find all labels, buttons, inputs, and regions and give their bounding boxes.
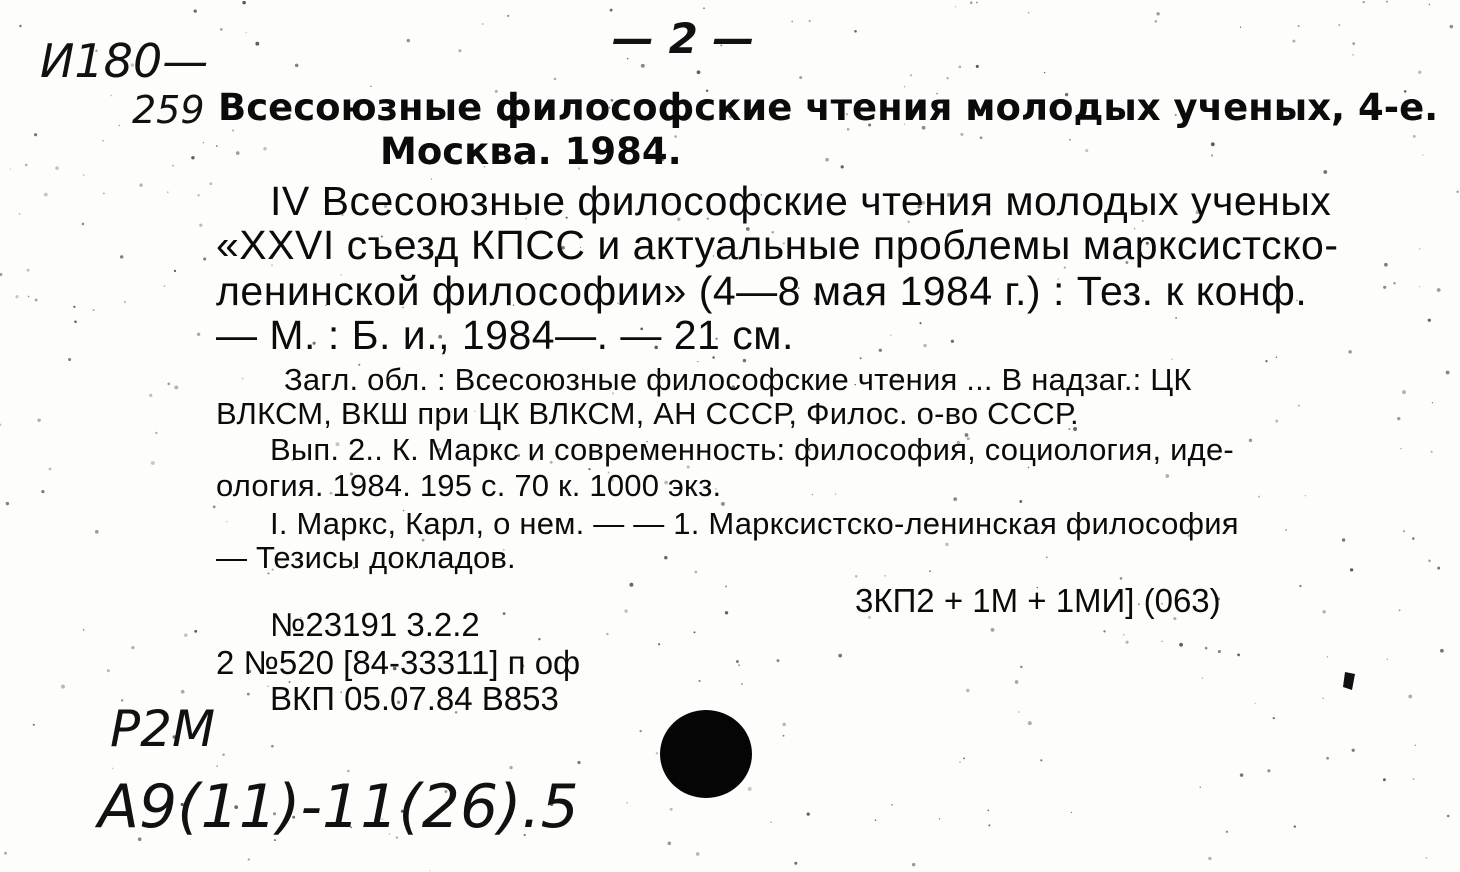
footer-line: №23191 3.2.2: [270, 606, 480, 643]
speckle: [1044, 72, 1045, 73]
speckle: [1020, 666, 1023, 669]
speckle: [1292, 40, 1295, 43]
speckle: [929, 570, 931, 572]
speckle: [1428, 319, 1431, 322]
speckle: [83, 174, 85, 176]
speckle: [1040, 759, 1042, 761]
speckle: [0, 424, 1, 426]
speckle: [667, 841, 671, 845]
speckle: [216, 765, 218, 767]
speckle: [1426, 857, 1428, 859]
note-line: ология. 1984. 195 с. 70 к. 1000 экз.: [216, 468, 722, 503]
speckle: [1299, 585, 1301, 587]
speckle: [174, 385, 178, 389]
speckle: [1450, 25, 1453, 28]
speckle: [112, 768, 113, 769]
speckle: [953, 497, 957, 501]
speckle: [577, 761, 580, 764]
speckle: [626, 802, 628, 804]
speckle: [791, 21, 793, 23]
speckle: [736, 660, 739, 663]
speckle: [891, 804, 893, 806]
speckle: [1258, 496, 1260, 498]
speckle: [1447, 815, 1450, 818]
speckle: [27, 269, 30, 272]
speckle: [1327, 656, 1329, 658]
speckle: [1179, 643, 1183, 647]
speckle: [1175, 317, 1177, 319]
speckle: [776, 659, 779, 662]
speckle: [1384, 263, 1388, 267]
punch-hole: [656, 706, 756, 802]
speckle: [110, 95, 112, 97]
speckle: [507, 15, 509, 17]
speckle: [4, 852, 7, 855]
speckle: [155, 432, 157, 434]
speckle: [1276, 356, 1278, 358]
speckle: [226, 521, 228, 523]
speckle: [25, 164, 28, 167]
speckle: [120, 255, 123, 258]
speckle: [191, 156, 194, 159]
speckle: [107, 669, 110, 672]
speckle: [118, 125, 120, 127]
speckle: [1348, 350, 1352, 354]
speckle: [783, 735, 785, 737]
speckle: [1298, 404, 1300, 406]
speckle: [1397, 417, 1400, 420]
speckle: [1352, 54, 1353, 55]
handwritten-call-suffix: 259: [132, 88, 205, 132]
speckle: [181, 690, 185, 694]
speckle: [1326, 757, 1329, 760]
note-line: Загл. обл. : Всесоюзные философские чтения ... В надзаг.: ЦК: [284, 362, 1192, 397]
note-line: — Тезисы докладов.: [216, 540, 516, 575]
speckle: [1323, 698, 1324, 699]
speckle: [694, 631, 696, 633]
speckle: [970, 1, 973, 4]
speckle: [664, 556, 667, 559]
speckle: [855, 575, 858, 578]
speckle: [295, 64, 299, 68]
speckle: [1071, 812, 1072, 813]
speckle: [35, 299, 38, 302]
speckle: [1267, 769, 1270, 772]
speckle: [1028, 12, 1030, 14]
speckle: [220, 28, 223, 31]
speckle: [95, 530, 99, 534]
body-line: — М. : Б. и., 1984—. — 21 см.: [216, 312, 794, 358]
speckle: [236, 151, 240, 155]
speckle: [860, 357, 862, 359]
heading-line-2: Москва. 1984.: [380, 130, 682, 173]
speckle: [1387, 659, 1388, 660]
speckle: [1400, 448, 1401, 449]
speckle: [919, 322, 921, 324]
speckle: [1412, 537, 1415, 540]
speckle: [741, 683, 743, 685]
speckle: [194, 9, 197, 12]
speckle: [966, 689, 969, 692]
speckle: [976, 2, 978, 4]
speckle: [44, 193, 48, 197]
speckle: [770, 822, 771, 823]
speckle: [838, 654, 842, 658]
speckle: [1386, 1, 1388, 3]
ink-dot: [1340, 670, 1360, 692]
classification-index: 3КП2 + 1М + 1МИ] (063): [855, 582, 1221, 619]
speckle: [232, 130, 234, 132]
speckle: [1285, 529, 1287, 531]
speckle: [959, 761, 961, 763]
speckle: [1430, 451, 1432, 453]
speckle: [73, 306, 75, 308]
speckle: [34, 133, 37, 136]
speckle: [1028, 721, 1032, 725]
speckle: [725, 586, 727, 588]
speckle: [738, 664, 740, 666]
speckle: [503, 612, 506, 615]
speckle: [1393, 282, 1395, 284]
speckle: [610, 9, 613, 12]
body-line: «XXVI съезд КПСС и актуальные проблемы марксистско-: [216, 222, 1339, 268]
handwritten-page-mark: — 2 —: [612, 14, 755, 63]
speckle: [19, 25, 21, 27]
speckle: [1342, 538, 1345, 541]
speckle: [939, 818, 940, 819]
speckle: [725, 611, 728, 614]
speckle: [1240, 27, 1241, 28]
speckle: [194, 630, 197, 633]
footer-line: ВКП 05.07.84 В853: [270, 680, 559, 717]
speckle: [606, 633, 608, 635]
speckle: [624, 609, 627, 612]
speckle: [1429, 4, 1430, 5]
speckle: [15, 295, 18, 298]
speckle: [1419, 248, 1421, 250]
speckle: [703, 7, 705, 9]
speckle: [248, 858, 250, 860]
speckle: [167, 382, 170, 385]
speckle: [174, 270, 176, 272]
speckle: [33, 724, 35, 726]
speckle: [1298, 25, 1300, 27]
speckle: [1432, 402, 1433, 403]
speckle: [1199, 786, 1201, 788]
speckle: [124, 301, 126, 303]
speckle: [49, 467, 52, 470]
speckle: [946, 77, 948, 79]
speckle: [1085, 149, 1088, 152]
speckle: [197, 194, 199, 196]
speckle: [1161, 641, 1162, 642]
speckle: [988, 824, 990, 826]
speckle: [1120, 577, 1123, 580]
speckle: [1352, 749, 1355, 752]
speckle: [509, 766, 512, 769]
speckle: [1156, 12, 1159, 15]
speckle: [875, 819, 877, 821]
speckle: [890, 334, 891, 335]
speckle: [1428, 560, 1431, 563]
speckle: [82, 223, 85, 226]
speckle: [1294, 825, 1296, 827]
speckle: [991, 628, 995, 632]
speckle: [884, 575, 886, 577]
speckle: [879, 349, 882, 352]
speckle: [19, 213, 21, 215]
speckle: [213, 506, 216, 509]
speckle: [199, 224, 202, 227]
speckle: [482, 23, 483, 24]
speckle: [164, 285, 165, 286]
speckle: [197, 333, 200, 336]
speckle: [41, 490, 44, 493]
speckle: [695, 571, 698, 574]
speckle: [1202, 678, 1203, 679]
speckle: [1418, 71, 1422, 75]
speckle: [167, 191, 169, 193]
speckle: [1323, 170, 1327, 174]
speckle: [980, 136, 983, 139]
speckle: [1126, 641, 1129, 644]
speckle: [1275, 420, 1278, 423]
speckle: [1437, 288, 1441, 292]
speckle: [1103, 630, 1105, 632]
speckle: [699, 680, 701, 682]
speckle: [1273, 717, 1275, 719]
speckle: [1205, 647, 1208, 650]
speckle: [1352, 42, 1355, 45]
speckle: [222, 753, 224, 755]
speckle: [1403, 530, 1405, 532]
speckle: [102, 140, 103, 141]
speckle: [658, 643, 660, 645]
speckle: [1155, 20, 1158, 23]
speckle: [210, 182, 213, 185]
speckle: [149, 394, 152, 397]
speckle: [10, 168, 11, 169]
speckle: [55, 166, 59, 170]
speckle: [429, 870, 430, 871]
speckle: [131, 646, 134, 649]
speckle: [951, 340, 954, 343]
speckle: [37, 419, 40, 422]
speckle: [28, 296, 30, 298]
speckle: [1226, 831, 1228, 833]
speckle: [1350, 568, 1353, 571]
speckle: [247, 693, 250, 696]
body-line: IV Всесоюзные философские чтения молодых ученых: [270, 178, 1332, 224]
note-line: I. Маркс, Карл, о нем. — — 1. Марксистско-ленинская философия: [270, 506, 1239, 541]
speckle: [987, 810, 989, 812]
speckle: [1383, 286, 1386, 289]
speckle: [959, 66, 962, 69]
speckle: [554, 78, 557, 81]
speckle: [1208, 857, 1211, 860]
speckle: [1383, 778, 1386, 781]
speckle: [242, 1, 246, 5]
speckle: [1254, 703, 1255, 704]
speckle: [912, 863, 916, 867]
speckle: [1402, 390, 1406, 394]
speckle: [782, 723, 786, 727]
speckle: [955, 6, 956, 7]
speckle: [1446, 371, 1450, 375]
speckle: [910, 74, 912, 76]
footer-line: 2 №520 [84-33311] п оф: [216, 644, 581, 681]
speckle: [697, 70, 701, 74]
handwritten-call-number: И180—: [40, 34, 209, 88]
speckle: [263, 147, 266, 150]
speckle: [841, 165, 844, 168]
speckle: [61, 685, 65, 689]
speckle: [216, 145, 218, 147]
speckle: [407, 39, 410, 42]
speckle: [1018, 711, 1020, 713]
speckle: [538, 638, 540, 640]
speckle: [1413, 778, 1415, 780]
speckle: [976, 65, 979, 68]
speckle: [1363, 1, 1365, 3]
speckle: [1305, 495, 1306, 496]
speckle: [103, 193, 105, 195]
body-line: ленинской философии» (4—8 мая 1984 г.) : Тез. к конф.: [216, 268, 1308, 314]
speckle: [809, 20, 811, 22]
speckle: [203, 142, 205, 144]
speckle: [1249, 439, 1252, 442]
speckle: [139, 183, 142, 186]
speckle: [1415, 745, 1416, 746]
speckle: [807, 812, 810, 815]
speckle: [83, 629, 85, 631]
handwritten-shelf-mark-1: Р2М: [110, 700, 216, 758]
speckle: [271, 745, 274, 748]
speckle: [670, 808, 673, 811]
speckle: [6, 502, 9, 505]
speckle: [1046, 556, 1048, 558]
speckle: [1322, 610, 1325, 613]
speckle: [1338, 24, 1340, 26]
handwritten-shelf-mark-2: А9(11)-11(26).5: [98, 772, 579, 842]
speckle: [74, 321, 77, 324]
speckle: [1211, 142, 1215, 146]
speckle: [255, 42, 259, 46]
speckle: [246, 32, 247, 33]
speckle: [629, 583, 633, 587]
speckle: [825, 158, 829, 162]
speckle: [1440, 649, 1444, 653]
speckle: [799, 76, 802, 79]
speckle: [0, 273, 2, 276]
speckle: [1265, 360, 1267, 362]
speckle: [696, 852, 700, 856]
speckle: [812, 494, 814, 496]
speckle: [960, 133, 963, 136]
speckle: [854, 30, 857, 33]
speckle: [835, 493, 836, 494]
speckle: [1165, 474, 1169, 478]
speckle: [639, 730, 641, 732]
speckle: [1019, 500, 1022, 503]
speckle: [1237, 654, 1240, 657]
speckle: [963, 757, 965, 759]
note-line: Вып. 2.. К. Маркс и современность: философия, социология, иде-: [270, 432, 1234, 467]
speckle: [184, 633, 188, 637]
speckle: [93, 309, 95, 311]
speckle: [945, 543, 949, 547]
speckle: [1408, 695, 1412, 699]
speckle: [794, 862, 797, 865]
speckle: [1240, 773, 1243, 776]
speckle: [1419, 286, 1420, 287]
speckle: [267, 686, 268, 687]
speckle: [1422, 154, 1424, 156]
speckle: [1399, 609, 1401, 611]
heading-line-1: Всесоюзные философские чтения молодых ученых, 4-е.: [218, 86, 1439, 129]
note-line: ВЛКСМ, ВКШ при ЦК ВЛКСМ, АН СССР, Филос. о-во СССР.: [216, 396, 1079, 431]
speckle: [242, 378, 244, 380]
speckle: [923, 344, 927, 348]
speckle: [172, 165, 174, 167]
speckle: [1218, 650, 1221, 653]
speckle: [1015, 680, 1019, 684]
speckle: [1123, 634, 1125, 636]
speckle: [458, 49, 461, 52]
speckle: [68, 358, 71, 361]
speckle: [1456, 191, 1458, 193]
speckle: [1413, 135, 1416, 138]
speckle: [641, 64, 645, 68]
speckle: [1211, 154, 1213, 156]
speckle: [1069, 139, 1071, 141]
speckle: [1171, 359, 1172, 360]
speckle: [203, 258, 206, 261]
speckle: [151, 461, 155, 465]
speckle: [1437, 567, 1440, 570]
